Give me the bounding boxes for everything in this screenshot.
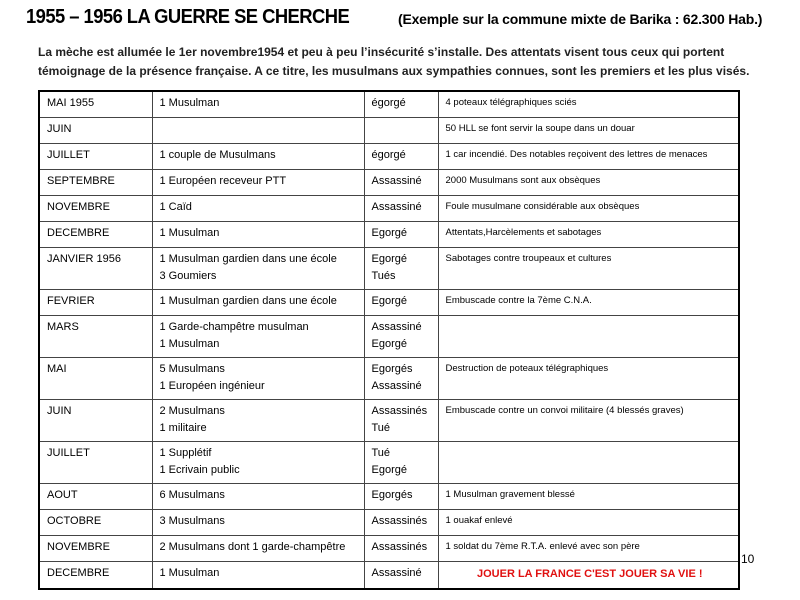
victim-entry: 1 Musulman bbox=[159, 567, 220, 579]
victim-entry: 1 Européen receveur PTT bbox=[159, 175, 287, 187]
victim-entry: 1 Musulman bbox=[159, 97, 220, 109]
cell-month: JUIN bbox=[39, 118, 152, 144]
cell-month: DECEMBRE bbox=[39, 562, 152, 590]
cell-victims bbox=[152, 248, 364, 290]
victim-entry: 1 Européen ingénieur bbox=[159, 380, 265, 392]
intro-paragraph: La mèche est allumée le 1er novembre1954 et peu à peu l’insécurité s’installe. Des attentats visent tous ceux qui portent témoignage de la présence française. A ce titre, les musulmans aux sympathies connues, sont les premiers et les plus visés. bbox=[38, 45, 750, 78]
cell-notes: Embuscade contre la 7ème C.N.A. bbox=[438, 290, 739, 316]
cell-month: JUIN bbox=[39, 400, 152, 442]
fate-entry: Tué bbox=[371, 422, 391, 434]
cell-victims bbox=[152, 484, 364, 510]
victim-entry: 2 Musulmans dont 1 garde-champêtre bbox=[159, 541, 346, 553]
cell-fate bbox=[364, 442, 438, 484]
cell-fate bbox=[364, 358, 438, 400]
cell-notes: Sabotages contre troupeaux et cultures bbox=[438, 248, 739, 290]
cell-victims bbox=[152, 196, 364, 222]
table-row bbox=[39, 484, 739, 510]
cell-month: MAI 1955 bbox=[39, 91, 152, 118]
cell-notes: 2000 Musulmans sont aux obsèques bbox=[438, 170, 739, 196]
cell-victims bbox=[152, 316, 364, 358]
cell-fate bbox=[364, 536, 438, 562]
slogan-cell: JOUER LA FRANCE C'EST JOUER SA VIE ! bbox=[438, 562, 739, 590]
cell-fate bbox=[364, 91, 438, 118]
cell-notes: Foule musulmane considérable aux obsèques bbox=[438, 196, 739, 222]
victim-entry: 3 Musulmans bbox=[159, 515, 225, 527]
cell-fate bbox=[364, 170, 438, 196]
victim-entry: 1 Ecrivain public bbox=[159, 464, 240, 476]
victim-entry: 1 couple de Musulmans bbox=[159, 149, 276, 161]
fate-entry: Assassinés bbox=[371, 515, 428, 527]
cell-victims bbox=[152, 400, 364, 442]
table-row bbox=[39, 290, 739, 316]
fate-entry: Egorgés bbox=[371, 489, 413, 501]
title-main: 1955 – 1956 LA GUERRE SE CHERCHE bbox=[26, 6, 350, 28]
cell-notes: 1 car incendié. Des notables reçoivent des lettres de menaces bbox=[438, 144, 739, 170]
victim-entry: 2 Musulmans bbox=[159, 405, 225, 417]
table-row bbox=[39, 144, 739, 170]
table-row bbox=[39, 196, 739, 222]
table-row bbox=[39, 222, 739, 248]
fate-entry: Egorgé bbox=[371, 338, 407, 350]
cell-notes: 1 soldat du 7ème R.T.A. enlevé avec son père bbox=[438, 536, 739, 562]
cell-fate bbox=[364, 222, 438, 248]
cell-victims bbox=[152, 562, 364, 590]
fate-entry: Egorgé bbox=[371, 227, 407, 239]
cell-fate bbox=[364, 144, 438, 170]
victim-entry: 1 Musulman gardien dans une école bbox=[159, 295, 337, 307]
fate-entry: Assassiné bbox=[371, 201, 422, 213]
cell-month: NOVEMBRE bbox=[39, 196, 152, 222]
victim-entry: 1 Musulman bbox=[159, 338, 220, 350]
fate-entry: Egorgé bbox=[371, 464, 407, 476]
cell-notes: Embuscade contre un convoi militaire (4 blessés graves) bbox=[438, 400, 739, 442]
title-subtitle: (Exemple sur la commune mixte de Barika : 62.300 Hab.) bbox=[398, 11, 763, 27]
victim-entry: 1 Musulman bbox=[159, 227, 220, 239]
cell-notes: Attentats,Harcèlements et sabotages bbox=[438, 222, 739, 248]
cell-fate bbox=[364, 510, 438, 536]
victim-entry: 1 Musulman gardien dans une école bbox=[159, 253, 337, 265]
slide-title bbox=[26, 6, 796, 29]
cell-victims bbox=[152, 536, 364, 562]
cell-victims bbox=[152, 91, 364, 118]
cell-fate bbox=[364, 118, 438, 144]
cell-notes: Destruction de poteaux télégraphiques bbox=[438, 358, 739, 400]
cell-victims bbox=[152, 510, 364, 536]
victim-entry: 3 Goumiers bbox=[159, 270, 217, 282]
table-row bbox=[39, 562, 739, 590]
cell-victims bbox=[152, 222, 364, 248]
events-table-body bbox=[39, 91, 739, 589]
cell-month: DECEMBRE bbox=[39, 222, 152, 248]
victim-entry: 1 Garde-champêtre musulman bbox=[159, 321, 309, 333]
victim-entry: 1 Supplétif bbox=[159, 447, 212, 459]
table-row bbox=[39, 442, 739, 484]
cell-month: AOUT bbox=[39, 484, 152, 510]
cell-month: FEVRIER bbox=[39, 290, 152, 316]
fate-entry: Tué bbox=[371, 447, 391, 459]
cell-month: NOVEMBRE bbox=[39, 536, 152, 562]
victim-entry: 6 Musulmans bbox=[159, 489, 225, 501]
cell-notes bbox=[438, 442, 739, 484]
cell-fate bbox=[364, 248, 438, 290]
fate-entry: Assassiné bbox=[371, 321, 422, 333]
cell-victims bbox=[152, 290, 364, 316]
cell-fate bbox=[364, 400, 438, 442]
cell-victims bbox=[152, 170, 364, 196]
table-row bbox=[39, 91, 739, 118]
cell-month: JUILLET bbox=[39, 144, 152, 170]
cell-fate bbox=[364, 290, 438, 316]
fate-entry: Egorgés bbox=[371, 363, 413, 375]
cell-month: JUILLET bbox=[39, 442, 152, 484]
table-row bbox=[39, 400, 739, 442]
cell-notes: 4 poteaux télégraphiques sciés bbox=[438, 91, 739, 118]
victim-entry: 1 militaire bbox=[159, 422, 207, 434]
fate-entry: Assassiné bbox=[371, 380, 422, 392]
cell-victims bbox=[152, 442, 364, 484]
fate-entry: égorgé bbox=[371, 149, 406, 161]
table-row bbox=[39, 358, 739, 400]
table-row bbox=[39, 118, 739, 144]
fate-entry: Assassiné bbox=[371, 567, 422, 579]
fate-entry: Egorgé bbox=[371, 253, 407, 265]
fate-entry: Egorgé bbox=[371, 295, 407, 307]
victim-entry: 1 Caïd bbox=[159, 201, 192, 213]
page-number: 10 bbox=[741, 552, 755, 566]
cell-fate bbox=[364, 316, 438, 358]
events-table bbox=[38, 90, 740, 590]
table-row bbox=[39, 316, 739, 358]
table-row bbox=[39, 170, 739, 196]
fate-entry: Tués bbox=[371, 270, 396, 282]
cell-victims bbox=[152, 144, 364, 170]
cell-fate bbox=[364, 196, 438, 222]
fate-entry: Assassiné bbox=[371, 175, 422, 187]
cell-notes: 1 Musulman gravement blessé bbox=[438, 484, 739, 510]
fate-entry: Assassinés bbox=[371, 541, 428, 553]
cell-fate bbox=[364, 484, 438, 510]
victim-entry: 5 Musulmans bbox=[159, 363, 225, 375]
cell-victims bbox=[152, 358, 364, 400]
fate-entry: égorgé bbox=[371, 97, 406, 109]
cell-month: SEPTEMBRE bbox=[39, 170, 152, 196]
cell-month: OCTOBRE bbox=[39, 510, 152, 536]
cell-notes: 50 HLL se font servir la soupe dans un douar bbox=[438, 118, 739, 144]
cell-month: JANVIER 1956 bbox=[39, 248, 152, 290]
table-row bbox=[39, 536, 739, 562]
table-row bbox=[39, 510, 739, 536]
cell-month: MARS bbox=[39, 316, 152, 358]
cell-notes bbox=[438, 316, 739, 358]
cell-victims bbox=[152, 118, 364, 144]
cell-month: MAI bbox=[39, 358, 152, 400]
table-row bbox=[39, 248, 739, 290]
fate-entry: Assassinés bbox=[371, 405, 428, 417]
cell-notes: 1 ouakaf enlevé bbox=[438, 510, 739, 536]
cell-fate bbox=[364, 562, 438, 590]
